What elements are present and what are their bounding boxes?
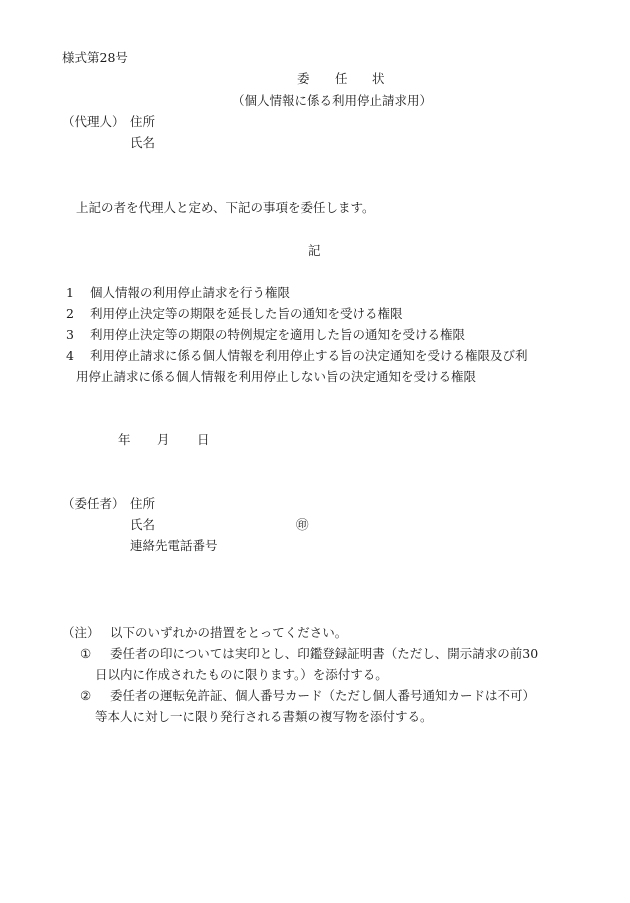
agent-address-label: 住所 [130,114,156,129]
title-char-3: 状 [372,71,385,86]
date-month: 月 [157,432,170,447]
date-year: 年 [118,432,131,447]
note-2-mark: ② [80,688,92,703]
note-intro: 以下のいずれかの措置をとってください。 [110,625,348,640]
item-1-number: 1 [66,285,74,300]
ki-heading: 記 [308,243,321,258]
agent-name-label: 氏名 [130,135,156,150]
title [297,73,385,86]
principal-name-label: 氏名 [130,517,156,532]
note-2-line-1: 委任者の運転免許証、個人番号カード（ただし個人番号通知カードは不可） [110,688,536,703]
item-4-text-continued: 用停止請求に係る個人情報を利用停止しない旨の決定通知を受ける権限 [76,369,477,384]
date-line [118,434,210,447]
agent-label: （代理人） [62,114,125,129]
delegation-statement: 上記の者を代理人と定め、下記の事項を委任します。 [76,200,375,215]
form-number: 様式第28号 [62,50,128,65]
date-day: 日 [197,432,210,447]
note-1-line-1: 委任者の印については実印とし、印鑑登録証明書（ただし、開示請求の前30 [110,646,539,661]
principal-phone-label: 連絡先電話番号 [130,538,218,553]
principal-address-label: 住所 [130,496,156,511]
title-char-2: 任 [335,71,348,86]
item-2-number: 2 [66,306,74,321]
principal-label: （委任者） [62,496,125,511]
item-1-text: 個人情報の利用停止請求を行う権限 [90,285,291,300]
subtitle: （個人情報に係る利用停止請求用） [232,93,433,108]
item-2-text: 利用停止決定等の期限を延長した旨の通知を受ける権限 [90,306,403,321]
item-4-text: 利用停止請求に係る個人情報を利用停止する旨の決定通知を受ける権限及び利 [90,348,528,363]
note-label: （注） [62,625,100,640]
note-2-line-2: 等本人に対し一に限り発行される書類の複写物を添付する。 [95,709,433,724]
note-1-mark: ① [80,646,92,661]
title-char-1: 委 [297,71,310,86]
item-4-number: 4 [66,348,74,363]
item-3-number: 3 [66,327,74,342]
seal-mark: ㊞ [296,517,309,532]
item-3-text: 利用停止決定等の期限の特例規定を適用した旨の通知を受ける権限 [90,327,466,342]
note-1-line-2: 日以内に作成されたものに限ります。）を添付する。 [95,667,388,682]
